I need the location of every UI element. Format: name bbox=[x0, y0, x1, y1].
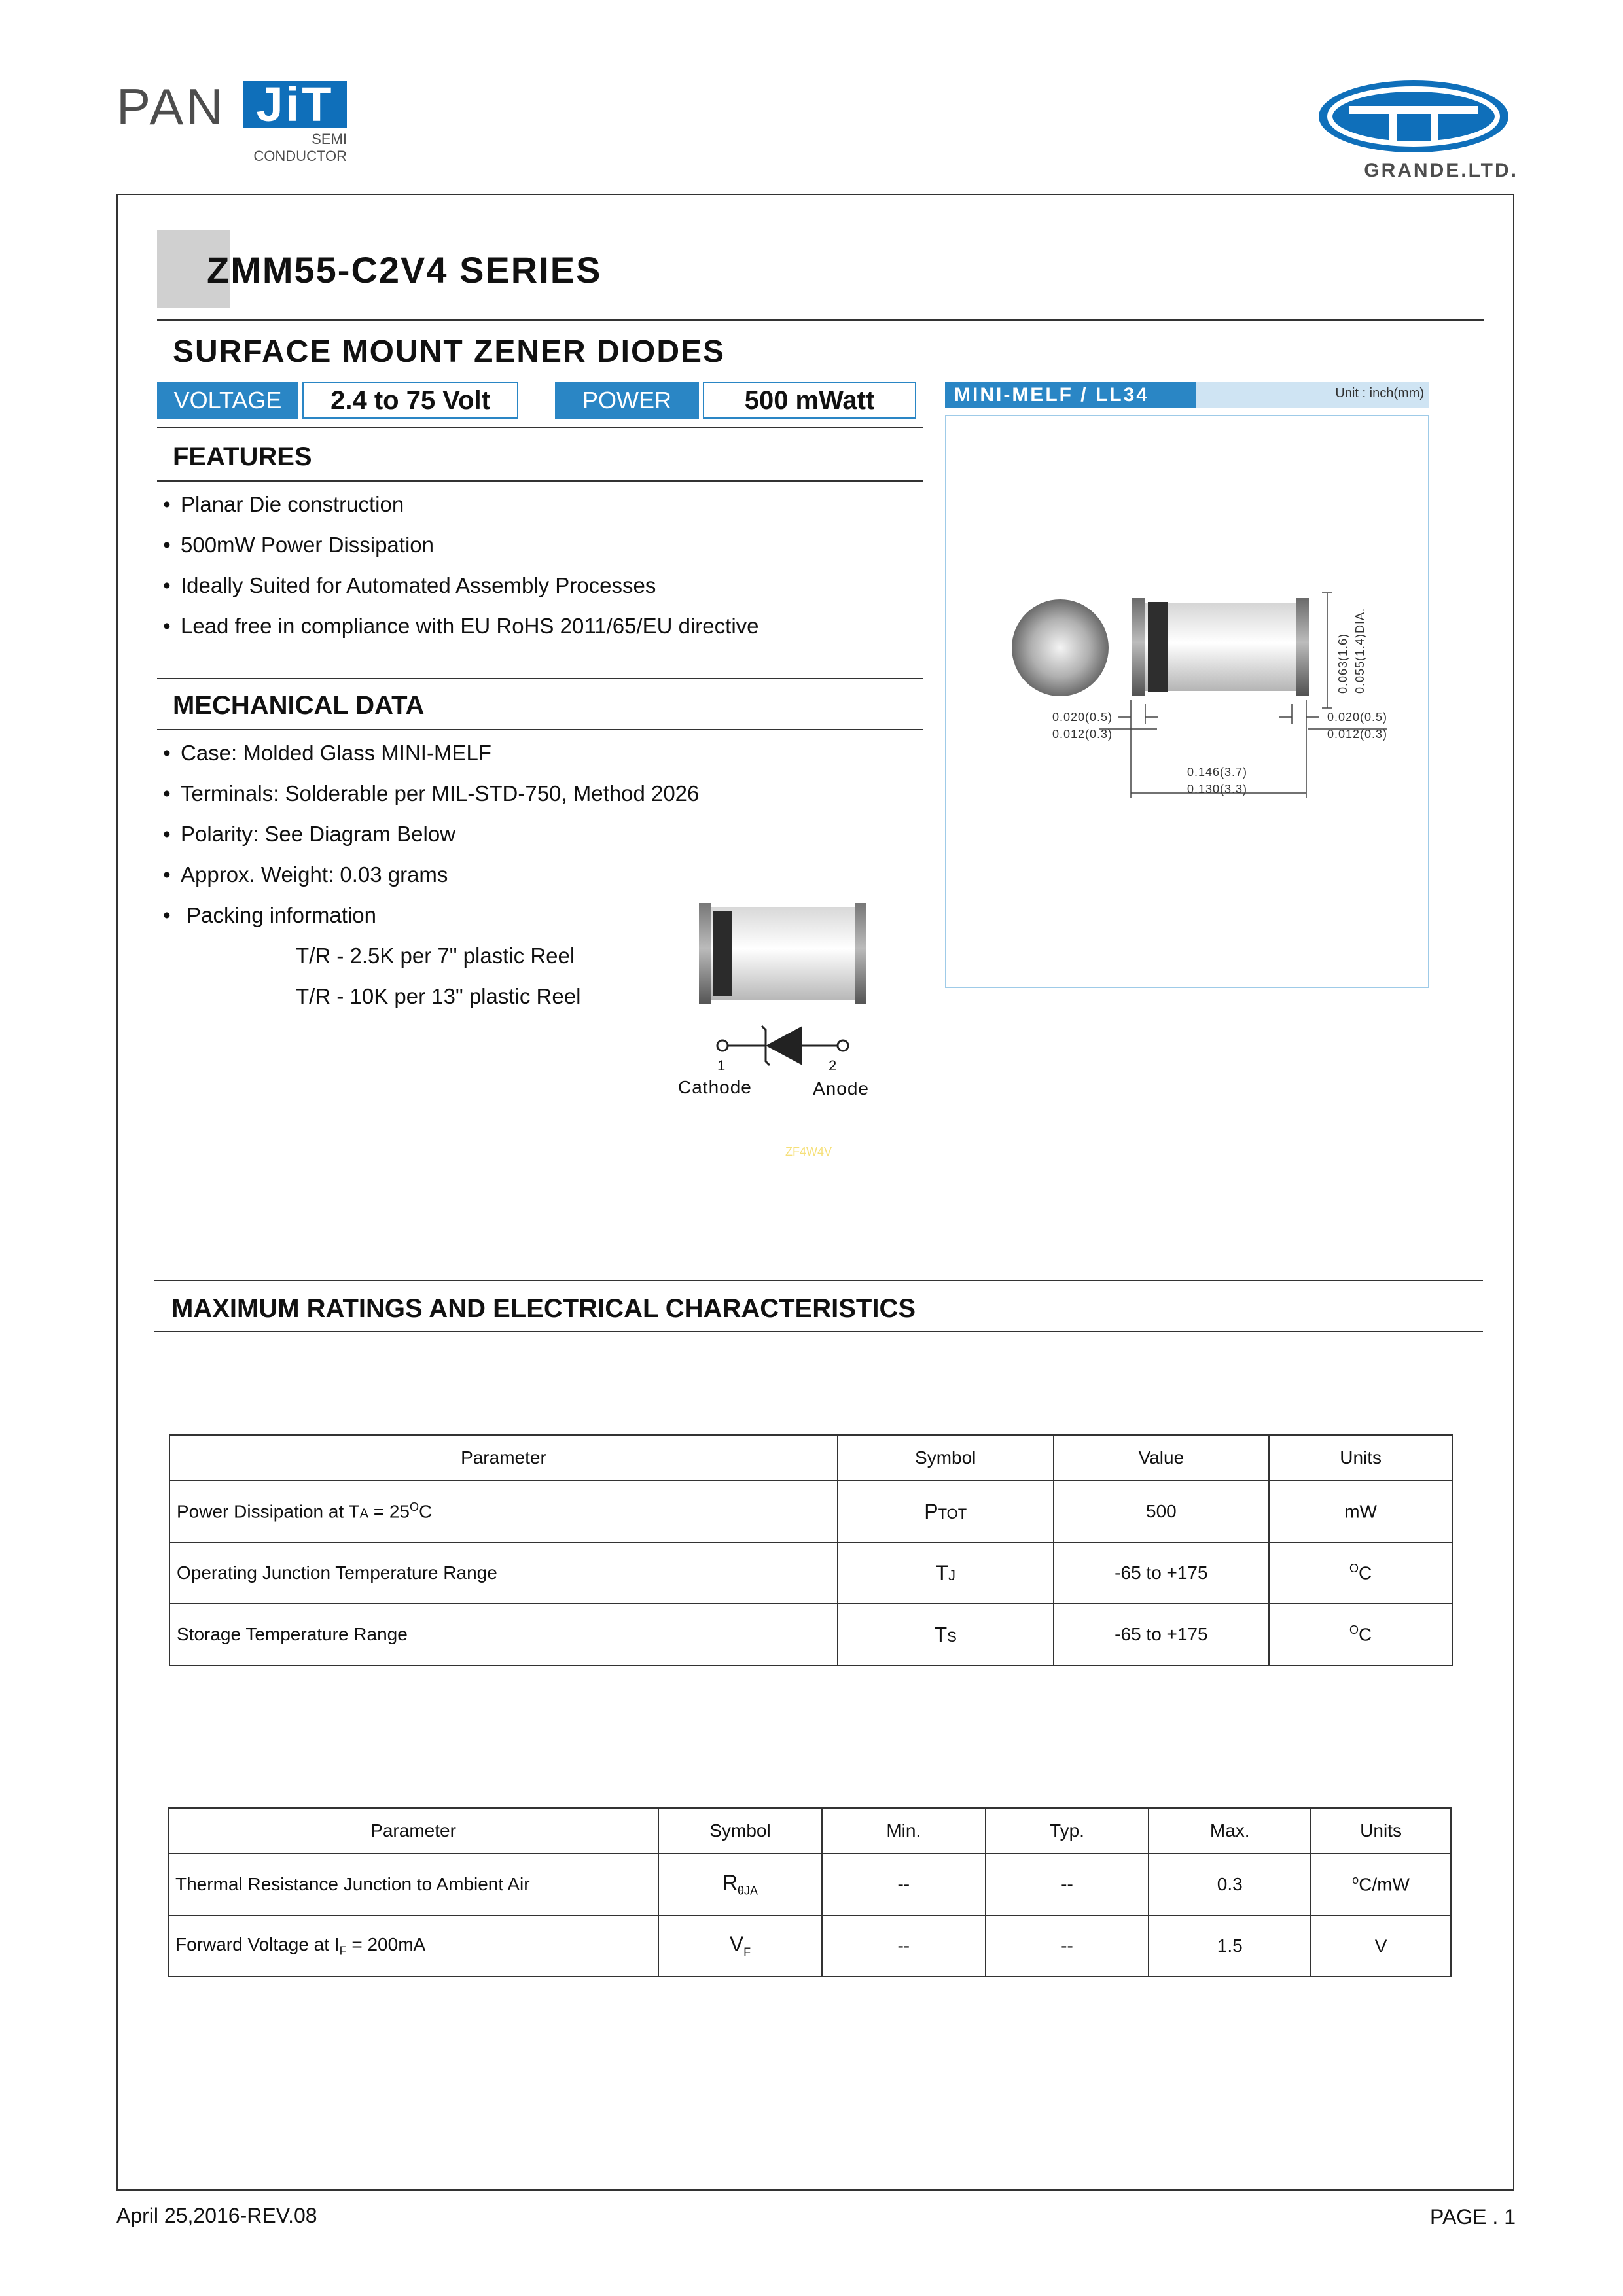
panjit-logo-subtitle bbox=[236, 131, 347, 165]
table-cell-unit: $^O$C bbox=[1269, 1604, 1452, 1665]
dim-right-max: 0.020(0.5) bbox=[1327, 711, 1388, 724]
list-item bbox=[157, 976, 699, 1017]
zener-symbol-icon bbox=[713, 1021, 857, 1086]
table-cell-min: -- bbox=[822, 1854, 986, 1915]
table-header-cell: Parameter bbox=[168, 1808, 658, 1854]
features-list bbox=[157, 484, 759, 646]
bullet: • bbox=[157, 492, 171, 516]
power-label: POWER bbox=[555, 382, 699, 419]
table-cell-value: -65 to +175 bbox=[1054, 1604, 1270, 1665]
table-header-row bbox=[168, 1808, 1451, 1854]
table-cell-symbol: $V_F$ bbox=[658, 1915, 822, 1977]
panjit-conductor-text: CONDUCTOR bbox=[253, 148, 347, 164]
list-item-text: Approx. Weight: 0.03 grams bbox=[181, 862, 448, 887]
bullet: • bbox=[157, 614, 171, 638]
list-item-text: Lead free in compliance with EU RoHS 2011/65/EU directive bbox=[181, 614, 759, 638]
table-cell-max: 1.5 bbox=[1149, 1915, 1311, 1977]
bullet: • bbox=[157, 781, 171, 805]
table-row bbox=[169, 1542, 1452, 1604]
table-row bbox=[168, 1915, 1451, 1977]
power-value: 500 mWatt bbox=[703, 382, 916, 419]
max-ratings-table bbox=[169, 1434, 1453, 1666]
list-item bbox=[157, 855, 699, 895]
watermark-text: ZF4W4V bbox=[785, 1145, 832, 1158]
table-cell-symbol: TS bbox=[838, 1604, 1054, 1665]
table-header-cell: Parameter bbox=[169, 1435, 838, 1481]
table-cell-min: -- bbox=[822, 1915, 986, 1977]
page-title: ZMM55-C2V4 SERIES bbox=[207, 249, 602, 291]
list-item bbox=[157, 565, 759, 606]
list-item-text: Polarity: See Diagram Below bbox=[181, 822, 456, 846]
panjit-logo-badge: JiT bbox=[243, 81, 347, 128]
voltage-label: VOLTAGE bbox=[157, 382, 298, 419]
table-cell-max: 0.3 bbox=[1149, 1854, 1311, 1915]
features-bottom-rule bbox=[157, 480, 923, 482]
table-header-cell: Min. bbox=[822, 1808, 986, 1854]
table-header-cell: Value bbox=[1054, 1435, 1270, 1481]
ratings-heading: MAXIMUM RATINGS AND ELECTRICAL CHARACTERISTICS bbox=[171, 1294, 916, 1323]
package-unit: Unit : inch(mm) bbox=[1335, 386, 1424, 400]
table-cell-parameter: Forward Voltage at $I_F = 200mA$ bbox=[168, 1915, 658, 1977]
list-item bbox=[157, 895, 699, 936]
mechanical-list bbox=[157, 733, 699, 1017]
ratings-bottom-rule bbox=[154, 1331, 1483, 1332]
dim-length-max: 0.146(3.7) bbox=[1187, 766, 1248, 779]
panjit-semi-text: SEMI bbox=[312, 131, 347, 147]
mechanical-heading: MECHANICAL DATA bbox=[173, 691, 425, 720]
table-cell-symbol: PTOT bbox=[838, 1481, 1054, 1542]
list-item-text: T/R - 2.5K per 7" plastic Reel bbox=[296, 944, 575, 968]
features-top-rule bbox=[157, 427, 923, 428]
table-cell-parameter: Power Dissipation at TA = $25^OC$ bbox=[169, 1481, 838, 1542]
table-cell-unit: mW bbox=[1269, 1481, 1452, 1542]
table-header-cell: Units bbox=[1269, 1435, 1452, 1481]
pin1-label: 1 bbox=[717, 1057, 726, 1074]
table-cell-unit: V bbox=[1311, 1915, 1451, 1977]
electrical-characteristics-table bbox=[168, 1807, 1452, 1977]
dim-left-min: 0.012(0.3) bbox=[1052, 728, 1113, 741]
table-row bbox=[168, 1854, 1451, 1915]
list-item-text: T/R - 10K per 13" plastic Reel bbox=[296, 984, 581, 1008]
table-cell-symbol: $R_{\theta JA}$ bbox=[658, 1854, 822, 1915]
cathode-label: Cathode bbox=[678, 1077, 752, 1097]
table-cell-parameter: Thermal Resistance Junction to Ambient Air bbox=[168, 1854, 658, 1915]
table-header-cell: Symbol bbox=[838, 1435, 1054, 1481]
table-cell-symbol: TJ bbox=[838, 1542, 1054, 1604]
voltage-value: 2.4 to 75 Volt bbox=[302, 382, 518, 419]
dim-diameter-min: 0.055(1.4)DIA. bbox=[1353, 607, 1366, 694]
list-item bbox=[157, 814, 699, 855]
table-row bbox=[169, 1604, 1452, 1665]
footer-page-number: PAGE . 1 bbox=[1429, 2205, 1516, 2229]
dim-length-min: 0.130(3.3) bbox=[1187, 783, 1248, 796]
list-item-text: Case: Molded Glass MINI-MELF bbox=[181, 741, 491, 765]
dim-right-min: 0.012(0.3) bbox=[1327, 728, 1388, 741]
list-item bbox=[157, 733, 699, 773]
list-item bbox=[157, 484, 759, 525]
bullet: • bbox=[157, 573, 171, 597]
table-header-row bbox=[169, 1435, 1452, 1481]
diode-body-icon bbox=[694, 896, 870, 1008]
bullet: • bbox=[157, 533, 171, 557]
table-cell-value: 500 bbox=[1054, 1481, 1270, 1542]
anode-label: Anode bbox=[813, 1078, 869, 1099]
features-heading: FEATURES bbox=[173, 442, 312, 471]
list-item bbox=[157, 525, 759, 565]
table-cell-parameter: Storage Temperature Range bbox=[169, 1604, 838, 1665]
mechanical-bottom-rule bbox=[157, 729, 923, 730]
ratings-top-rule bbox=[154, 1280, 1483, 1281]
table-cell-parameter: Operating Junction Temperature Range bbox=[169, 1542, 838, 1604]
mechanical-top-rule bbox=[157, 678, 923, 679]
list-item bbox=[157, 606, 759, 646]
dim-left-max: 0.020(0.5) bbox=[1052, 711, 1113, 724]
list-item bbox=[157, 936, 699, 976]
table-header-cell: Symbol bbox=[658, 1808, 822, 1854]
table-cell-typ: -- bbox=[986, 1854, 1149, 1915]
grande-logo-icon bbox=[1315, 77, 1512, 156]
table-cell-unit: $^O$C bbox=[1269, 1542, 1452, 1604]
list-item-text: 500mW Power Dissipation bbox=[181, 533, 434, 557]
list-item bbox=[157, 773, 699, 814]
list-item-text: Planar Die construction bbox=[181, 492, 404, 516]
package-label: MINI-MELF / LL34 bbox=[945, 382, 1196, 408]
table-cell-value: -65 to +175 bbox=[1054, 1542, 1270, 1604]
page-subtitle: SURFACE MOUNT ZENER DIODES bbox=[173, 334, 726, 369]
table-row bbox=[169, 1481, 1452, 1542]
bullet: • bbox=[157, 862, 171, 887]
bullet: • bbox=[157, 822, 171, 846]
table-header-cell: Max. bbox=[1149, 1808, 1311, 1854]
panjit-logo-text: PAN bbox=[116, 78, 226, 135]
table-cell-typ: -- bbox=[986, 1915, 1149, 1977]
bullet: • bbox=[157, 741, 171, 765]
list-item-text: Terminals: Solderable per MIL-STD-750, Method 2026 bbox=[181, 781, 700, 805]
table-header-cell: Units bbox=[1311, 1808, 1451, 1854]
grande-logo-text: GRANDE.LTD. bbox=[1364, 160, 1518, 181]
footer-date: April 25,2016-REV.08 bbox=[116, 2204, 317, 2227]
list-item-text: Ideally Suited for Automated Assembly Processes bbox=[181, 573, 656, 597]
list-item-text: Packing information bbox=[181, 903, 376, 927]
title-divider bbox=[157, 319, 1484, 321]
bullet: • bbox=[157, 903, 171, 927]
table-header-cell: Typ. bbox=[986, 1808, 1149, 1854]
dim-diameter-max: 0.063(1.6) bbox=[1336, 633, 1349, 694]
pin2-label: 2 bbox=[829, 1057, 837, 1074]
table-cell-unit: $^o$C/mW bbox=[1311, 1854, 1451, 1915]
